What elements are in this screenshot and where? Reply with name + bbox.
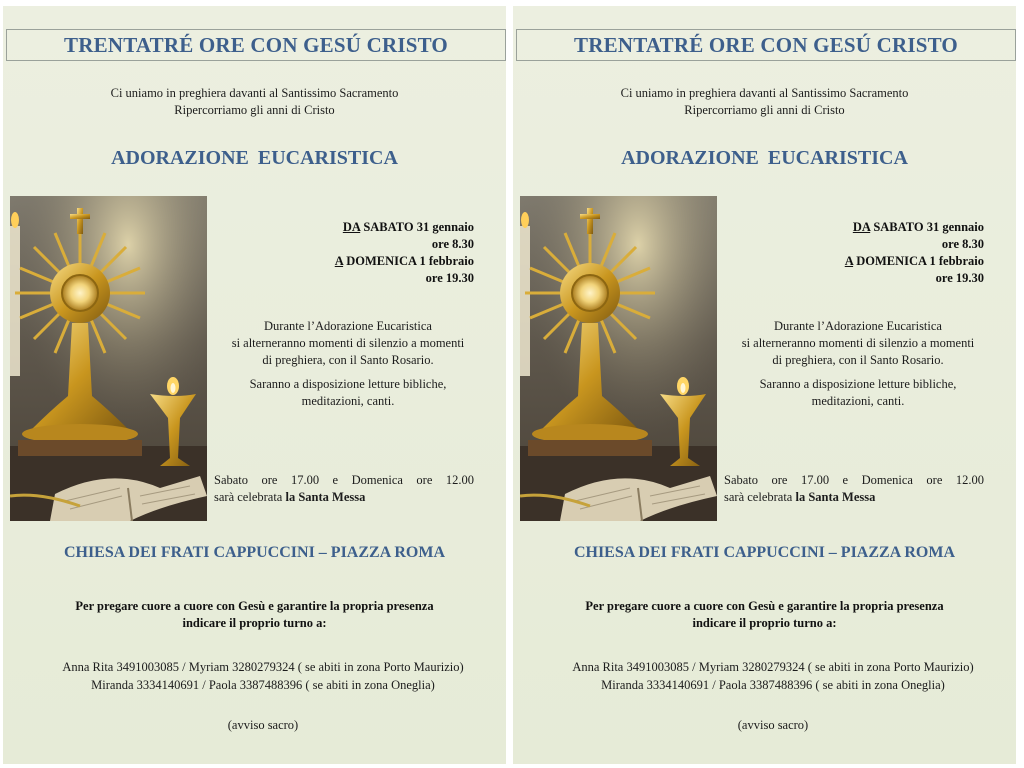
monstrance-illustration <box>10 196 207 521</box>
adoration-description <box>214 318 482 410</box>
flyer-page-left <box>3 6 506 764</box>
schedule-dates <box>335 219 474 287</box>
from-date: SABATO 31 gennaio <box>360 220 474 234</box>
church-location: CHIESA DEI FRATI CAPPUCCINI – PIAZZA ROMA <box>63 544 446 561</box>
flyer-title <box>6 29 506 61</box>
contact-line: Miranda 3334140691 / Paola 3387488396 ( se abiti in zona Oneglia) <box>91 678 435 692</box>
mass-word: ore <box>926 473 943 487</box>
adoration-description <box>724 318 992 410</box>
mass-word: 12.00 <box>445 473 474 487</box>
monstrance-photo <box>10 196 207 521</box>
adoration-heading: ADORAZIONE EUCARISTICA <box>621 147 908 169</box>
contact-list <box>3 658 506 694</box>
mass-word: e <box>842 473 849 487</box>
flyer-title-text: TRENTATRÉ ORE CON GESÚ CRISTO <box>64 32 448 57</box>
description-line: meditazioni, canti. <box>811 394 905 408</box>
mass-word: Sabato <box>724 473 759 487</box>
pray-line: indicare il proprio turno a: <box>692 616 837 630</box>
mass-info <box>724 472 984 506</box>
monstrance-photo <box>520 196 717 521</box>
mass-word: 17.00 <box>290 473 320 487</box>
to-date: DOMENICA 1 febbraio <box>343 254 474 268</box>
mass-word: ore <box>416 473 433 487</box>
contact-list <box>513 658 1016 694</box>
adoration-heading: ADORAZIONE EUCARISTICA <box>111 147 398 169</box>
mass-bold: la Santa Messa <box>795 490 876 504</box>
flyer-page-right <box>513 6 1016 764</box>
from-time: ore 8.30 <box>941 237 984 251</box>
footer-note: (avviso sacro) <box>737 718 809 732</box>
pray-line: Per pregare cuore a cuore con Gesù e garantire la propria presenza <box>585 599 944 613</box>
footer-note: (avviso sacro) <box>227 718 299 732</box>
mass-word: 17.00 <box>800 473 830 487</box>
mass-word: ore <box>261 473 278 487</box>
from-label: DA <box>852 220 871 234</box>
mass-info <box>214 472 474 506</box>
schedule-dates <box>845 219 984 287</box>
to-date: DOMENICA 1 febbraio <box>853 254 984 268</box>
prayer-invitation <box>513 598 1016 632</box>
monstrance-illustration <box>520 196 717 521</box>
description-line: si alterneranno momenti di silenzio a momenti <box>231 336 465 350</box>
mass-bold: la Santa Messa <box>285 490 366 504</box>
flyer-title-text: TRENTATRÉ ORE CON GESÚ CRISTO <box>574 32 958 57</box>
contact-line: Anna Rita 3491003085 / Myriam 3280279324 ( se abiti in zona Porto Maurizio) <box>572 660 974 674</box>
prayer-invitation <box>3 598 506 632</box>
from-time: ore 8.30 <box>431 237 474 251</box>
from-label: DA <box>342 220 361 234</box>
pray-line: Per pregare cuore a cuore con Gesù e garantire la propria presenza <box>75 599 434 613</box>
church-location: CHIESA DEI FRATI CAPPUCCINI – PIAZZA ROMA <box>573 544 956 561</box>
mass-word: ore <box>771 473 788 487</box>
intro-line: Ripercorriamo gli anni di Cristo <box>684 103 845 117</box>
description-line: Saranno a disposizione letture bibliche, <box>249 377 447 391</box>
description-line: di preghiera, con il Santo Rosario. <box>772 353 944 367</box>
description-line: Durante l’Adorazione Eucaristica <box>774 319 942 333</box>
mass-word: Domenica <box>861 473 913 487</box>
description-line: si alterneranno momenti di silenzio a momenti <box>741 336 975 350</box>
to-time: ore 19.30 <box>425 271 474 285</box>
intro-line: Ripercorriamo gli anni di Cristo <box>174 103 335 117</box>
intro-line: Ci uniamo in preghiera davanti al Santissimo Sacramento <box>110 86 399 100</box>
contact-line: Anna Rita 3491003085 / Myriam 3280279324 ( se abiti in zona Porto Maurizio) <box>62 660 464 674</box>
mass-word: 12.00 <box>955 473 984 487</box>
mass-word: Domenica <box>351 473 403 487</box>
intro-text <box>513 85 1016 119</box>
intro-text <box>3 85 506 119</box>
pray-line: indicare il proprio turno a: <box>182 616 327 630</box>
mass-text: sarà celebrata <box>214 490 286 504</box>
description-line: Durante l’Adorazione Eucaristica <box>264 319 432 333</box>
intro-line: Ci uniamo in preghiera davanti al Santissimo Sacramento <box>620 86 909 100</box>
flyer-title <box>516 29 1016 61</box>
description-line: di preghiera, con il Santo Rosario. <box>262 353 434 367</box>
mass-word: e <box>332 473 339 487</box>
from-date: SABATO 31 gennaio <box>870 220 984 234</box>
description-line: meditazioni, canti. <box>301 394 395 408</box>
mass-word: Sabato <box>214 473 249 487</box>
contact-line: Miranda 3334140691 / Paola 3387488396 ( se abiti in zona Oneglia) <box>601 678 945 692</box>
description-line: Saranno a disposizione letture bibliche, <box>759 377 957 391</box>
to-label: A <box>334 254 344 268</box>
to-time: ore 19.30 <box>935 271 984 285</box>
mass-text: sarà celebrata <box>724 490 796 504</box>
to-label: A <box>844 254 854 268</box>
